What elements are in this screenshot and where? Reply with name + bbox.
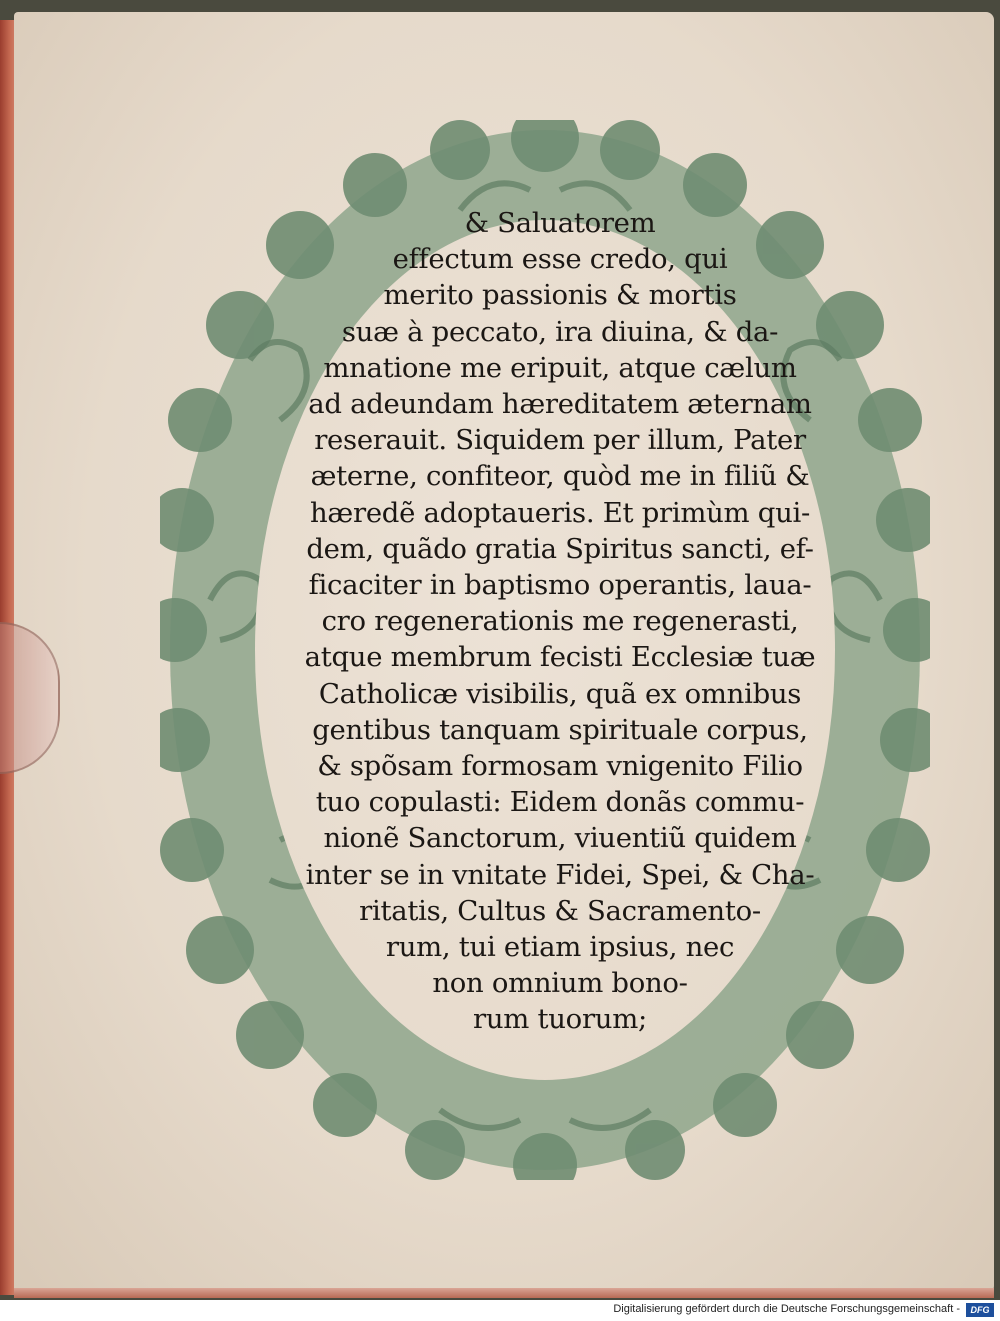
text-line: gentibus tanquam spirituale corpus, bbox=[312, 713, 808, 746]
text-line: Catholicæ visibilis, quã ex omnibus bbox=[318, 677, 802, 710]
text-line: non omnium bono- bbox=[432, 967, 688, 1000]
text-line: ficaciter in baptismo operantis, laua- bbox=[308, 569, 812, 602]
text-line: nionẽ Sanctorum, viuentiũ quidem bbox=[323, 822, 797, 855]
text-line: ad adeundam hæreditatem æternam bbox=[308, 388, 812, 421]
text-line: atque membrum fecisti Ecclesiæ tuæ bbox=[304, 641, 816, 674]
text-line: merito passionis & mortis bbox=[383, 279, 737, 312]
text-line: & spõsam formosam vnigenito Filio bbox=[317, 750, 803, 783]
text-line: tuo copulasti: Eidem donãs commu- bbox=[315, 786, 805, 819]
text-line: ritatis, Cultus & Sacramento- bbox=[359, 894, 761, 927]
page-bottom-edge bbox=[14, 1288, 994, 1298]
text-line: mnatione me eripuit, atque cælum bbox=[323, 351, 797, 384]
text-line: rum, tui etiam ipsius, nec bbox=[385, 931, 735, 964]
text-block bbox=[250, 205, 870, 1038]
text-line: cro regenerationis me regenerasti, bbox=[321, 605, 799, 638]
text-line: suæ à peccato, ira diuina, & da- bbox=[341, 315, 779, 348]
text-line: dem, quãdo gratia Spiritus sancti, ef- bbox=[306, 532, 814, 565]
dfg-logo: DFG bbox=[966, 1303, 994, 1317]
text-line: rum tuorum; bbox=[473, 1003, 647, 1036]
text-line: reserauit. Siquidem per illum, Pater bbox=[314, 424, 806, 457]
text-line: hæredẽ adoptaueris. Et primùm qui- bbox=[310, 496, 810, 529]
text-line: æterne, confiteor, quòd me in filiũ & bbox=[310, 460, 810, 493]
text-line: inter se in vnitate Fidei, Spei, & Cha- bbox=[305, 858, 815, 891]
text-line: effectum esse credo, qui bbox=[392, 243, 728, 276]
footer-credit: Digitalisierung gefördert durch die Deutsche Forschungsgemeinschaft - bbox=[613, 1303, 960, 1315]
text-line: & Saluatorem bbox=[464, 207, 656, 239]
footer-bar bbox=[0, 1300, 1000, 1321]
